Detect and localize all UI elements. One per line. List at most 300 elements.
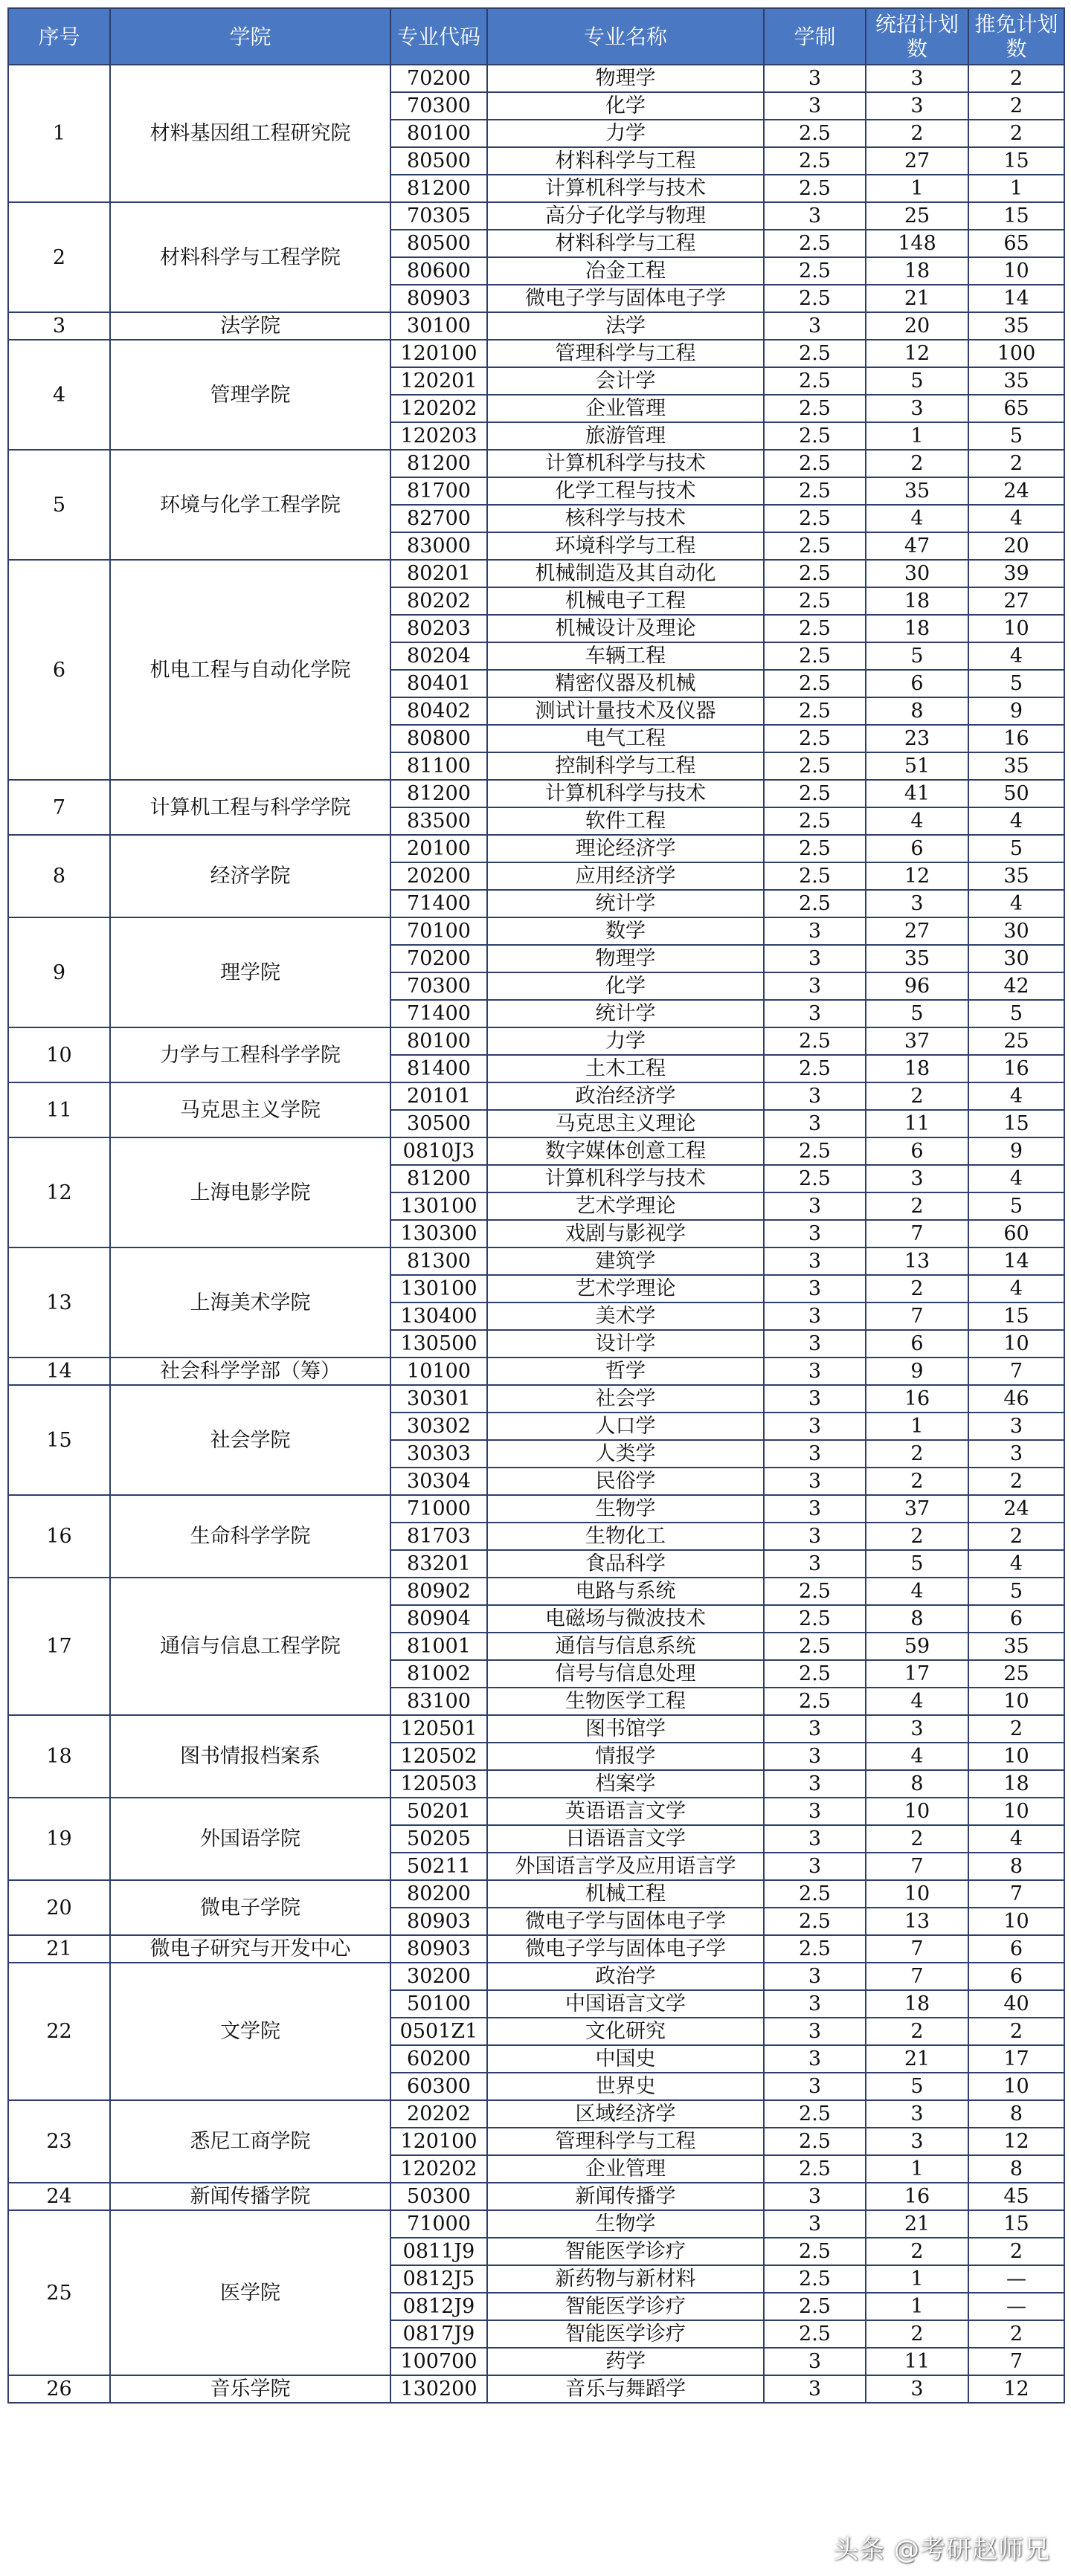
- major-name-cell: 信号与信息处理: [487, 1660, 764, 1688]
- years-cell: 2.5: [764, 120, 866, 147]
- major-name-cell: 材料科学与工程: [487, 147, 764, 175]
- major-code-cell: 80204: [390, 642, 487, 670]
- years-cell: 2.5: [764, 2238, 866, 2265]
- recommend-count-cell: 35: [968, 752, 1064, 780]
- years-cell: 3: [764, 1220, 866, 1247]
- major-name-cell: 统计学: [487, 1000, 764, 1027]
- major-name-cell: 情报学: [487, 1743, 764, 1770]
- table-row: [8, 1358, 1064, 1385]
- watermark-text: 头条 @考研赵师兄: [833, 2535, 1050, 2565]
- years-cell: 3: [764, 1000, 866, 1027]
- major-code-cell: 120203: [390, 422, 487, 450]
- major-code-cell: 0812J9: [390, 2293, 487, 2320]
- major-code-cell: 80201: [390, 560, 487, 587]
- plan-count-cell: 35: [866, 945, 968, 972]
- plan-count-cell: 3: [866, 2100, 968, 2128]
- years-cell: 2.5: [764, 285, 866, 312]
- major-code-cell: 130100: [390, 1275, 487, 1302]
- major-code-cell: 50100: [390, 1990, 487, 2018]
- recommend-count-cell: 100: [968, 340, 1064, 367]
- college-name-cell: 上海电影学院: [110, 1137, 390, 1247]
- plan-count-cell: 3: [866, 2128, 968, 2155]
- plan-count-cell: 4: [866, 807, 968, 835]
- major-name-cell: 数字媒体创意工程: [487, 1137, 764, 1165]
- years-cell: 3: [764, 2045, 866, 2073]
- plan-count-cell: 10: [866, 1798, 968, 1825]
- recommend-count-cell: 10: [968, 257, 1064, 285]
- major-name-cell: 图书馆学: [487, 1715, 764, 1743]
- years-cell: 3: [764, 1385, 866, 1413]
- major-name-cell: 音乐与舞蹈学: [487, 2375, 764, 2403]
- recommend-count-cell: 8: [968, 1853, 1064, 1880]
- recommend-count-cell: 9: [968, 1137, 1064, 1165]
- header-plan: 统招计划数: [866, 8, 968, 65]
- major-name-cell: 药学: [487, 2348, 764, 2375]
- plan-count-cell: 8: [866, 1605, 968, 1633]
- recommend-count-cell: 7: [968, 2348, 1064, 2375]
- recommend-count-cell: 5: [968, 1000, 1064, 1027]
- college-index-cell: 2: [8, 202, 110, 312]
- plan-count-cell: 3: [866, 890, 968, 917]
- table-row: [8, 1715, 1064, 1743]
- plan-count-cell: 4: [866, 1743, 968, 1770]
- enrollment-plan-table: [7, 7, 1065, 2404]
- major-code-cell: 70100: [390, 917, 487, 945]
- major-name-cell: 计算机科学与技术: [487, 780, 764, 807]
- recommend-count-cell: 14: [968, 285, 1064, 312]
- years-cell: 2.5: [764, 367, 866, 395]
- major-name-cell: 人口学: [487, 1413, 764, 1440]
- recommend-count-cell: 3: [968, 1440, 1064, 1468]
- plan-count-cell: 1: [866, 1413, 968, 1440]
- recommend-count-cell: 6: [968, 1935, 1064, 1963]
- recommend-count-cell: 2: [968, 120, 1064, 147]
- plan-count-cell: 2: [866, 2320, 968, 2348]
- plan-count-cell: 18: [866, 1990, 968, 2018]
- years-cell: 3: [764, 1440, 866, 1468]
- plan-count-cell: 5: [866, 1550, 968, 1578]
- plan-count-cell: 6: [866, 1330, 968, 1358]
- recommend-count-cell: 16: [968, 1055, 1064, 1082]
- major-code-cell: 50205: [390, 1825, 487, 1853]
- major-code-cell: 81200: [390, 1165, 487, 1192]
- recommend-count-cell: 17: [968, 2045, 1064, 2073]
- college-name-cell: 医学院: [110, 2210, 390, 2375]
- years-cell: 2.5: [764, 147, 866, 175]
- years-cell: 3: [764, 1798, 866, 1825]
- header-college: 学院: [110, 8, 390, 65]
- years-cell: 2.5: [764, 1055, 866, 1082]
- major-code-cell: 130200: [390, 2375, 487, 2403]
- major-name-cell: 世界史: [487, 2073, 764, 2100]
- recommend-count-cell: 2: [968, 1468, 1064, 1495]
- recommend-count-cell: 42: [968, 972, 1064, 1000]
- major-code-cell: 81200: [390, 780, 487, 807]
- plan-count-cell: 12: [866, 340, 968, 367]
- major-code-cell: 130300: [390, 1220, 487, 1247]
- college-name-cell: 计算机工程与科学学院: [110, 780, 390, 835]
- college-index-cell: 9: [8, 917, 110, 1027]
- major-name-cell: 政治学: [487, 1963, 764, 1990]
- major-code-cell: 30200: [390, 1963, 487, 1990]
- years-cell: 2.5: [764, 1935, 866, 1963]
- plan-count-cell: 1: [866, 2265, 968, 2293]
- major-name-cell: 机械制造及其自动化: [487, 560, 764, 587]
- plan-count-cell: 16: [866, 2183, 968, 2210]
- major-code-cell: 81002: [390, 1660, 487, 1688]
- recommend-count-cell: 8: [968, 2100, 1064, 2128]
- college-index-cell: 12: [8, 1137, 110, 1247]
- college-name-cell: 马克思主义学院: [110, 1082, 390, 1137]
- college-index-cell: 18: [8, 1715, 110, 1798]
- plan-count-cell: 9: [866, 1358, 968, 1385]
- major-code-cell: 71400: [390, 890, 487, 917]
- major-code-cell: 20202: [390, 2100, 487, 2128]
- plan-count-cell: 27: [866, 917, 968, 945]
- major-code-cell: 71000: [390, 1495, 487, 1523]
- years-cell: 2.5: [764, 340, 866, 367]
- recommend-count-cell: 4: [968, 1275, 1064, 1302]
- major-code-cell: 70305: [390, 202, 487, 230]
- major-code-cell: 120501: [390, 1715, 487, 1743]
- years-cell: 2.5: [764, 532, 866, 560]
- table-row: [8, 1935, 1064, 1963]
- major-name-cell: 冶金工程: [487, 257, 764, 285]
- table-row: [8, 1247, 1064, 1275]
- college-index-cell: 16: [8, 1495, 110, 1578]
- years-cell: 2.5: [764, 477, 866, 505]
- major-name-cell: 民俗学: [487, 1468, 764, 1495]
- major-name-cell: 管理科学与工程: [487, 2128, 764, 2155]
- recommend-count-cell: 40: [968, 1990, 1064, 2018]
- table-row: [8, 65, 1064, 92]
- table-row: [8, 202, 1064, 230]
- recommend-count-cell: 4: [968, 1550, 1064, 1578]
- plan-count-cell: 11: [866, 2348, 968, 2375]
- major-name-cell: 物理学: [487, 945, 764, 972]
- plan-count-cell: 59: [866, 1633, 968, 1660]
- plan-count-cell: 2: [866, 1468, 968, 1495]
- major-name-cell: 英语语言文学: [487, 1798, 764, 1825]
- plan-count-cell: 7: [866, 1935, 968, 1963]
- recommend-count-cell: 39: [968, 560, 1064, 587]
- plan-count-cell: 3: [866, 65, 968, 92]
- college-index-cell: 24: [8, 2183, 110, 2210]
- plan-count-cell: 11: [866, 1110, 968, 1137]
- major-code-cell: 70200: [390, 945, 487, 972]
- major-name-cell: 文化研究: [487, 2018, 764, 2045]
- plan-count-cell: 41: [866, 780, 968, 807]
- major-name-cell: 旅游管理: [487, 422, 764, 450]
- college-index-cell: 11: [8, 1082, 110, 1137]
- major-name-cell: 区域经济学: [487, 2100, 764, 2128]
- major-code-cell: 83201: [390, 1550, 487, 1578]
- plan-count-cell: 1: [866, 2293, 968, 2320]
- recommend-count-cell: 24: [968, 477, 1064, 505]
- plan-count-cell: 3: [866, 92, 968, 120]
- years-cell: 2.5: [764, 752, 866, 780]
- major-code-cell: 30500: [390, 1110, 487, 1137]
- college-name-cell: 音乐学院: [110, 2375, 390, 2403]
- years-cell: 2.5: [764, 2265, 866, 2293]
- recommend-count-cell: 35: [968, 862, 1064, 890]
- major-name-cell: 软件工程: [487, 807, 764, 835]
- college-index-cell: 6: [8, 560, 110, 780]
- plan-count-cell: 5: [866, 2073, 968, 2100]
- major-code-cell: 10100: [390, 1358, 487, 1385]
- major-code-cell: 30100: [390, 312, 487, 340]
- major-code-cell: 0810J3: [390, 1137, 487, 1165]
- recommend-count-cell: 15: [968, 147, 1064, 175]
- recommend-count-cell: 14: [968, 1247, 1064, 1275]
- table-row: [8, 780, 1064, 807]
- college-name-cell: 外国语学院: [110, 1798, 390, 1880]
- major-code-cell: 71400: [390, 1000, 487, 1027]
- major-name-cell: 中国史: [487, 2045, 764, 2073]
- major-name-cell: 新闻传播学: [487, 2183, 764, 2210]
- recommend-count-cell: 10: [968, 1798, 1064, 1825]
- college-index-cell: 23: [8, 2100, 110, 2183]
- major-code-cell: 120202: [390, 2155, 487, 2183]
- years-cell: 3: [764, 1413, 866, 1440]
- major-name-cell: 会计学: [487, 367, 764, 395]
- major-name-cell: 企业管理: [487, 2155, 764, 2183]
- recommend-count-cell: 2: [968, 92, 1064, 120]
- recommend-count-cell: 7: [968, 1880, 1064, 1908]
- plan-count-cell: 8: [866, 697, 968, 725]
- years-cell: 3: [764, 945, 866, 972]
- recommend-count-cell: 4: [968, 505, 1064, 532]
- years-cell: 3: [764, 1963, 866, 1990]
- major-name-cell: 机械设计及理论: [487, 615, 764, 642]
- major-name-cell: 高分子化学与物理: [487, 202, 764, 230]
- major-name-cell: 企业管理: [487, 395, 764, 422]
- plan-count-cell: 2: [866, 1192, 968, 1220]
- major-code-cell: 0811J9: [390, 2238, 487, 2265]
- table-row: [8, 1880, 1064, 1908]
- header-recommend: 推免计划数: [968, 8, 1064, 65]
- major-name-cell: 机械电子工程: [487, 587, 764, 615]
- table-row: [8, 835, 1064, 862]
- years-cell: 3: [764, 1715, 866, 1743]
- years-cell: 2.5: [764, 1027, 866, 1055]
- plan-count-cell: 17: [866, 1660, 968, 1688]
- major-name-cell: 环境科学与工程: [487, 532, 764, 560]
- years-cell: 3: [764, 2210, 866, 2238]
- plan-count-cell: 47: [866, 532, 968, 560]
- major-code-cell: 50211: [390, 1853, 487, 1880]
- years-cell: 2.5: [764, 257, 866, 285]
- years-cell: 2.5: [764, 725, 866, 752]
- major-name-cell: 通信与信息系统: [487, 1633, 764, 1660]
- table-header: [8, 8, 1064, 65]
- major-name-cell: 统计学: [487, 890, 764, 917]
- major-code-cell: 80100: [390, 120, 487, 147]
- header-years: 学制: [764, 8, 866, 65]
- recommend-count-cell: 2: [968, 2320, 1064, 2348]
- major-code-cell: 83100: [390, 1688, 487, 1715]
- recommend-count-cell: 10: [968, 1743, 1064, 1770]
- recommend-count-cell: 16: [968, 725, 1064, 752]
- major-name-cell: 政治经济学: [487, 1082, 764, 1110]
- years-cell: 2.5: [764, 697, 866, 725]
- years-cell: 3: [764, 1330, 866, 1358]
- years-cell: 3: [764, 1743, 866, 1770]
- major-code-cell: 20100: [390, 835, 487, 862]
- major-name-cell: 管理科学与工程: [487, 340, 764, 367]
- major-code-cell: 81001: [390, 1633, 487, 1660]
- recommend-count-cell: 4: [968, 1082, 1064, 1110]
- major-name-cell: 材料科学与工程: [487, 230, 764, 257]
- major-name-cell: 数学: [487, 917, 764, 945]
- major-name-cell: 智能医学诊疗: [487, 2238, 764, 2265]
- recommend-count-cell: 60: [968, 1220, 1064, 1247]
- years-cell: 2.5: [764, 422, 866, 450]
- recommend-count-cell: 46: [968, 1385, 1064, 1413]
- major-name-cell: 档案学: [487, 1770, 764, 1798]
- years-cell: 3: [764, 2348, 866, 2375]
- plan-count-cell: 3: [866, 1715, 968, 1743]
- plan-count-cell: 7: [866, 1220, 968, 1247]
- recommend-count-cell: 4: [968, 1825, 1064, 1853]
- major-name-cell: 中国语言文学: [487, 1990, 764, 2018]
- recommend-count-cell: 10: [968, 1330, 1064, 1358]
- years-cell: 3: [764, 1192, 866, 1220]
- years-cell: 2.5: [764, 395, 866, 422]
- college-name-cell: 微电子研究与开发中心: [110, 1935, 390, 1963]
- major-code-cell: 71000: [390, 2210, 487, 2238]
- years-cell: 2.5: [764, 2155, 866, 2183]
- major-code-cell: 120201: [390, 367, 487, 395]
- major-name-cell: 智能医学诊疗: [487, 2293, 764, 2320]
- college-index-cell: 13: [8, 1247, 110, 1358]
- college-name-cell: 理学院: [110, 917, 390, 1027]
- header-index: 序号: [8, 8, 110, 65]
- table-row: [8, 1137, 1064, 1165]
- college-index-cell: 25: [8, 2210, 110, 2375]
- plan-count-cell: 8: [866, 1770, 968, 1798]
- college-index-cell: 20: [8, 1880, 110, 1935]
- major-name-cell: 食品科学: [487, 1550, 764, 1578]
- major-name-cell: 生物医学工程: [487, 1688, 764, 1715]
- recommend-count-cell: 10: [968, 615, 1064, 642]
- plan-count-cell: 25: [866, 202, 968, 230]
- major-code-cell: 130400: [390, 1302, 487, 1330]
- years-cell: 2.5: [764, 2128, 866, 2155]
- plan-count-cell: 1: [866, 2155, 968, 2183]
- major-code-cell: 120502: [390, 1743, 487, 1770]
- years-cell: 2.5: [764, 615, 866, 642]
- major-code-cell: 80500: [390, 147, 487, 175]
- years-cell: 3: [764, 1275, 866, 1302]
- header-major-name: 专业名称: [487, 8, 764, 65]
- major-code-cell: 20200: [390, 862, 487, 890]
- college-name-cell: 图书情报档案系: [110, 1715, 390, 1798]
- major-name-cell: 物理学: [487, 65, 764, 92]
- plan-count-cell: 18: [866, 1055, 968, 1082]
- major-name-cell: 微电子学与固体电子学: [487, 1908, 764, 1935]
- major-code-cell: 50201: [390, 1798, 487, 1825]
- recommend-count-cell: 2: [968, 1523, 1064, 1550]
- table-row: [8, 1082, 1064, 1110]
- recommend-count-cell: 4: [968, 807, 1064, 835]
- years-cell: 3: [764, 65, 866, 92]
- college-index-cell: 10: [8, 1027, 110, 1082]
- years-cell: 2.5: [764, 1165, 866, 1192]
- recommend-count-cell: 15: [968, 202, 1064, 230]
- years-cell: 2.5: [764, 780, 866, 807]
- major-name-cell: 力学: [487, 1027, 764, 1055]
- years-cell: 2.5: [764, 587, 866, 615]
- college-index-cell: 19: [8, 1798, 110, 1880]
- major-name-cell: 计算机科学与技术: [487, 1165, 764, 1192]
- major-code-cell: 0817J9: [390, 2320, 487, 2348]
- recommend-count-cell: 7: [968, 1358, 1064, 1385]
- major-code-cell: 80903: [390, 1935, 487, 1963]
- years-cell: 2.5: [764, 450, 866, 477]
- major-code-cell: 130500: [390, 1330, 487, 1358]
- years-cell: 2.5: [764, 835, 866, 862]
- college-name-cell: 管理学院: [110, 340, 390, 450]
- major-name-cell: 日语语言文学: [487, 1825, 764, 1853]
- plan-count-cell: 2: [866, 120, 968, 147]
- major-name-cell: 外国语言学及应用语言学: [487, 1853, 764, 1880]
- major-name-cell: 计算机科学与技术: [487, 175, 764, 202]
- table-body: [8, 65, 1064, 2403]
- major-name-cell: 理论经济学: [487, 835, 764, 862]
- years-cell: 2.5: [764, 807, 866, 835]
- major-code-cell: 70300: [390, 972, 487, 1000]
- major-name-cell: 生物化工: [487, 1523, 764, 1550]
- recommend-count-cell: 4: [968, 1165, 1064, 1192]
- major-code-cell: 81400: [390, 1055, 487, 1082]
- plan-count-cell: 1: [866, 175, 968, 202]
- college-name-cell: 悉尼工商学院: [110, 2100, 390, 2183]
- years-cell: 3: [764, 972, 866, 1000]
- years-cell: 3: [764, 2018, 866, 2045]
- recommend-count-cell: 25: [968, 1660, 1064, 1688]
- major-name-cell: 力学: [487, 120, 764, 147]
- plan-count-cell: 30: [866, 560, 968, 587]
- years-cell: 3: [764, 312, 866, 340]
- major-name-cell: 哲学: [487, 1358, 764, 1385]
- years-cell: 3: [764, 1495, 866, 1523]
- major-name-cell: 机械工程: [487, 1880, 764, 1908]
- college-name-cell: 文学院: [110, 1963, 390, 2100]
- major-name-cell: 计算机科学与技术: [487, 450, 764, 477]
- college-name-cell: 法学院: [110, 312, 390, 340]
- years-cell: 3: [764, 1825, 866, 1853]
- plan-count-cell: 7: [866, 1853, 968, 1880]
- major-name-cell: 车辆工程: [487, 642, 764, 670]
- years-cell: 2.5: [764, 1688, 866, 1715]
- college-name-cell: 社会科学学部（筹）: [110, 1358, 390, 1385]
- plan-count-cell: 2: [866, 1825, 968, 1853]
- header-major-code: 专业代码: [390, 8, 487, 65]
- major-code-cell: 80202: [390, 587, 487, 615]
- major-name-cell: 设计学: [487, 1330, 764, 1358]
- major-name-cell: 土木工程: [487, 1055, 764, 1082]
- recommend-count-cell: 5: [968, 1578, 1064, 1605]
- recommend-count-cell: —: [968, 2265, 1064, 2293]
- table-row: [8, 2210, 1064, 2238]
- major-code-cell: 82700: [390, 505, 487, 532]
- major-name-cell: 核科学与技术: [487, 505, 764, 532]
- years-cell: 3: [764, 1990, 866, 2018]
- table-row: [8, 1578, 1064, 1605]
- major-name-cell: 化学: [487, 972, 764, 1000]
- major-name-cell: 微电子学与固体电子学: [487, 285, 764, 312]
